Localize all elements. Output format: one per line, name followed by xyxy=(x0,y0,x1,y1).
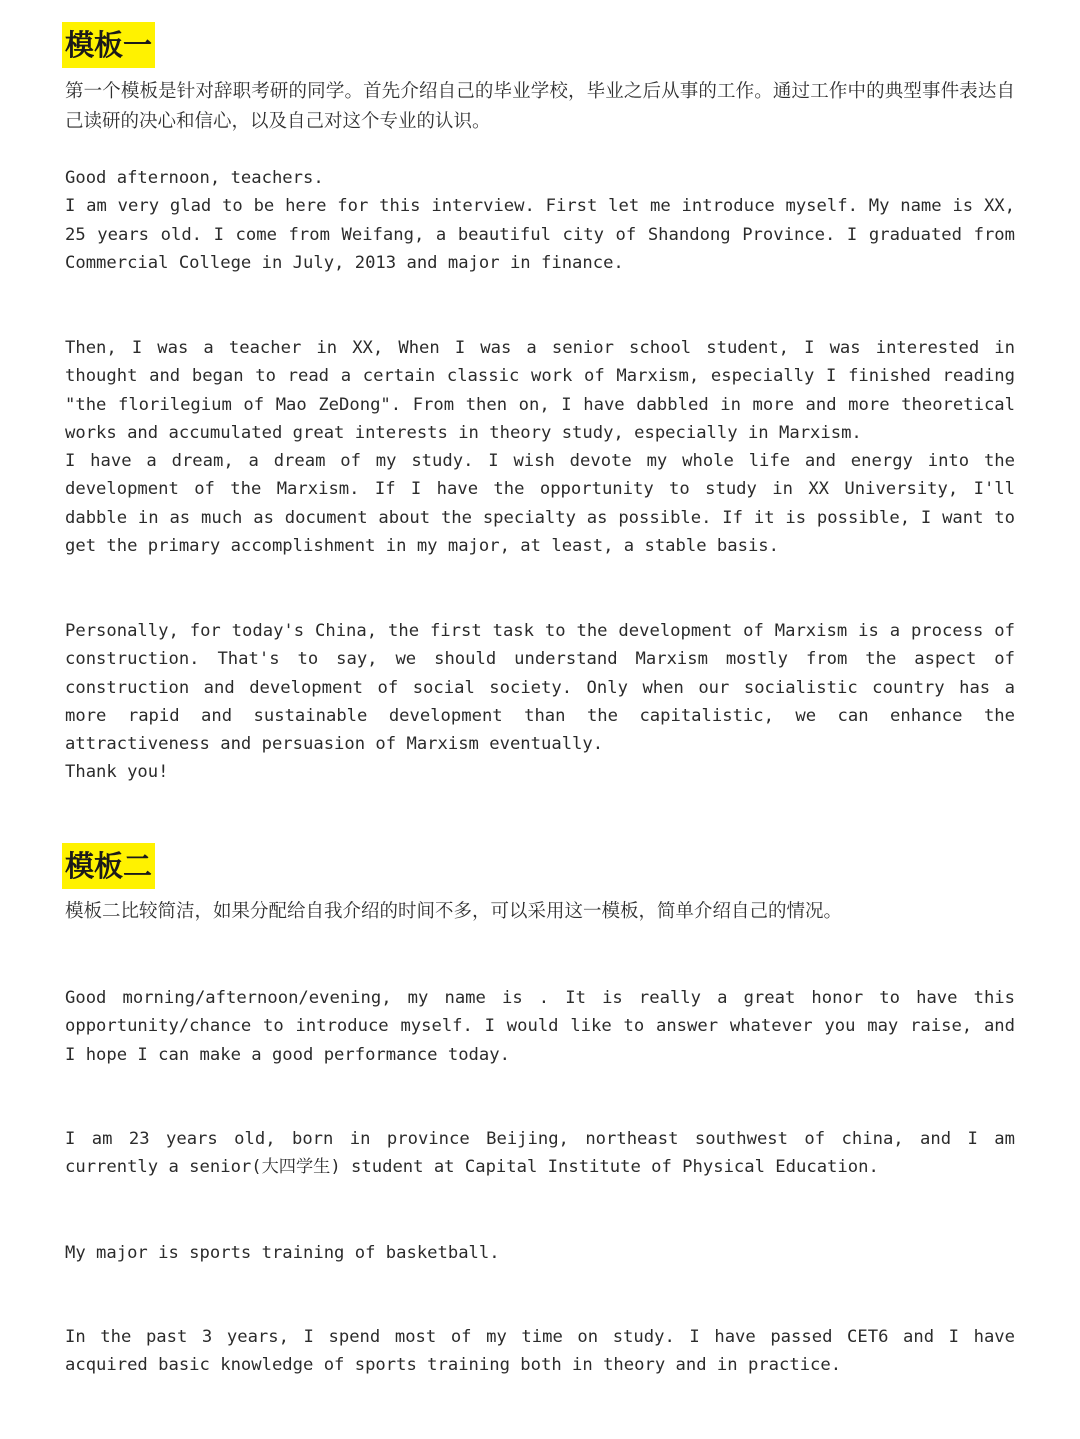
section2-heading: 模板二 xyxy=(62,843,155,889)
self-intro-text: I am very glad to be here for this interview. First let me introduce myself. My name is XX, 25 years old. I come from Weifang, a beautiful city of Shandong Province. I graduated from Commercial College in July, 2013 and major in finance. xyxy=(65,196,1015,273)
section1-heading: 模板一 xyxy=(62,22,155,68)
dream-text: I have a dream, a dream of my study. I wish devote my whole life and energy into the development of the Marxism. If I have the opportunity to study in XX University, I'll dabble in as much as document about the specialty as possible. If it is possible, I want to get the primary accomplishment in my major, at least, a stable basis. xyxy=(65,451,1015,557)
thank-you-text: Thank you! xyxy=(65,762,169,783)
age-background-text: I am 23 years old, born in province Beijing, northeast southwest of china, and I am currently a senior(大四学生) student at Capital Institute of Physical Education. xyxy=(65,1129,1015,1178)
major-text: My major is sports training of basketball. xyxy=(65,1243,500,1263)
teacher-experience-text: Then, I was a teacher in XX, When I was a senior school student, I was interested in thought and began to read a certain classic work of Marxism, especially I finished reading "the florilegium of Mao ZeDong". From then on, I have dabbled in more and more theoretical works and accumulated great interests in theory study, especially in Marxism. xyxy=(65,338,1015,443)
section2-paragraph-3 xyxy=(65,1239,1015,1267)
section2-intro: 模板二比较简洁，如果分配给自我介绍的时间不多，可以采用这一模板，简单介绍自己的情况。 xyxy=(65,901,843,922)
greeting-line: Good afternoon, teachers. xyxy=(65,168,324,188)
section1-paragraph-3 xyxy=(65,617,1015,787)
section1-paragraph-1 xyxy=(65,164,1015,277)
section1-intro: 第一个模板是针对辞职考研的同学。首先介绍自己的毕业学校，毕业之后从事的工作。通过工作中的典型事件表达自己读研的决心和信心，以及自己对这个专业的认识。 xyxy=(65,81,1015,132)
section2-paragraph-2 xyxy=(65,1125,1015,1182)
section2-paragraph-1 xyxy=(65,984,1015,1069)
opinion-text: Personally, for today's China, the first task to the development of Marxism is a process of construction. That's to say, we should understand Marxism mostly from the aspect of construction and development of social society. Only when our socialistic country has a more rapid and sustainable development than the capitalistic, we can enhance the attractiveness and persuasion of Marxism eventually. xyxy=(65,621,1015,755)
study-text: In the past 3 years, I spend most of my time on study. I have passed CET6 and I have acquired basic knowledge of sports training both in theory and in practice. xyxy=(65,1327,1015,1376)
section1-paragraph-2 xyxy=(65,334,1015,560)
greeting-text: Good morning/afternoon/evening, my name is . It is really a great honor to have this opportunity/chance to introduce myself. I would like to answer whatever you may raise, and I hope I can make a good performance today. xyxy=(65,988,1015,1065)
section2-paragraph-4 xyxy=(65,1323,1015,1380)
